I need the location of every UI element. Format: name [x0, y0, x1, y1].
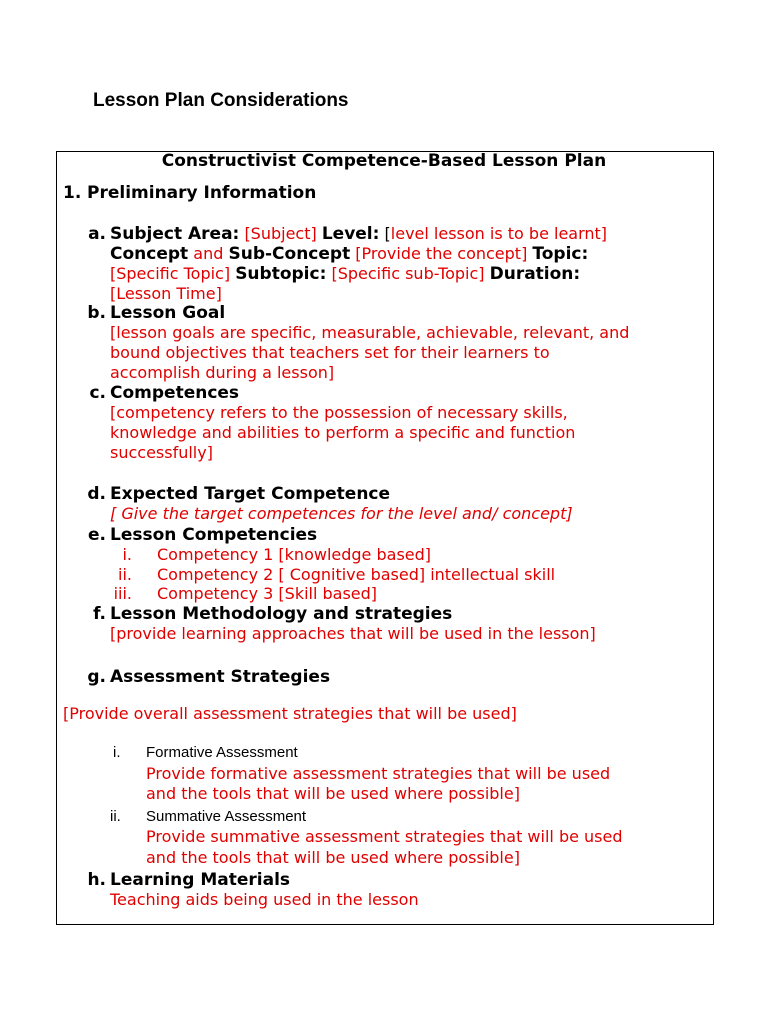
topic-value: [Specific Topic] [110, 264, 231, 283]
lesson-goal-title: Lesson Goal [110, 303, 226, 323]
competency-2-text: Competency 2 [ Cognitive based] intellectual skill [157, 565, 556, 584]
competences-text-1: [competency refers to the possession of necessary skills, [110, 403, 568, 422]
lesson-competencies-title: Lesson Competencies [110, 525, 318, 545]
box-title: Constructivist Competence-Based Lesson Plan [161, 151, 607, 171]
subject-area-key: Subject Area: [110, 224, 240, 244]
level-bracket: [ [384, 224, 391, 243]
lesson-goal-text-2: bound objectives that teachers set for their learners to [110, 343, 550, 362]
target-competence-title: Expected Target Competence [110, 484, 391, 504]
level-value: level lesson is to be learnt] [390, 224, 608, 243]
subtopic-key: Subtopic: [235, 264, 327, 284]
competency-3-num: iii. [113, 584, 132, 603]
summative-text-1: Provide summative assessment strategies that will be used [146, 827, 623, 846]
item-h-label: h. [87, 870, 106, 890]
competency-1-num: i. [122, 545, 132, 564]
learning-materials-text: Teaching aids being used in the lesson [110, 890, 419, 909]
assessment-strategies-title: Assessment Strategies [110, 667, 331, 687]
item-d-label: d. [87, 484, 106, 504]
section-title: Preliminary Information [87, 183, 317, 203]
competences-text-2: knowledge and abilities to perform a specific and function [110, 423, 576, 442]
summative-num: ii. [110, 808, 121, 825]
item-a-label: a. [88, 224, 106, 244]
concept-and: and [193, 244, 224, 263]
concept-key: Concept [110, 244, 189, 264]
competency-3-text: Competency 3 [Skill based] [157, 584, 378, 603]
item-b-label: b. [87, 303, 106, 323]
item-e-label: e. [88, 525, 106, 545]
sub-concept-key: Sub-Concept [228, 244, 351, 264]
learning-materials-title: Learning Materials [110, 870, 291, 890]
section-number: 1. [63, 183, 82, 203]
duration-key: Duration: [489, 264, 581, 284]
competency-1-text: Competency 1 [knowledge based] [157, 545, 432, 564]
summative-title: Summative Assessment [146, 808, 307, 825]
target-competence-text: [ Give the target competences for the level and/ concept] [110, 504, 573, 523]
item-g-label: g. [87, 667, 106, 687]
lesson-goal-text-1: [lesson goals are specific, measurable, achievable, relevant, and [110, 323, 630, 342]
item-a-line-1 [110, 224, 607, 244]
competences-title: Competences [110, 383, 240, 403]
formative-text-2: and the tools that will be used where possible] [146, 784, 520, 803]
duration-value: [Lesson Time] [110, 284, 222, 303]
formative-text-1: Provide formative assessment strategies that will be used [146, 764, 611, 783]
item-c-label: c. [89, 383, 106, 403]
subtopic-value: [Specific sub-Topic] [331, 264, 485, 283]
formative-title: Formative Assessment [146, 744, 298, 761]
methodology-text: [provide learning approaches that will be used in the lesson] [110, 624, 596, 643]
competences-text-3: successfully] [110, 443, 213, 462]
methodology-title: Lesson Methodology and strategies [110, 604, 453, 624]
subject-area-value: [Subject] [244, 224, 317, 243]
item-a-line-2 [110, 244, 588, 264]
overall-assessment-text: [Provide overall assessment strategies that will be used] [63, 704, 517, 723]
page-title: Lesson Plan Considerations [93, 90, 349, 111]
competency-2-num: ii. [118, 565, 132, 584]
formative-num: i. [113, 744, 121, 761]
item-a-line-3 [110, 264, 580, 284]
concept-value: [Provide the concept] [355, 244, 528, 263]
summative-text-2: and the tools that will be used where possible] [146, 848, 520, 867]
lesson-goal-text-3: accomplish during a lesson] [110, 363, 335, 382]
topic-key: Topic: [532, 244, 589, 264]
level-key: Level: [321, 224, 380, 244]
item-f-label: f. [93, 604, 106, 624]
